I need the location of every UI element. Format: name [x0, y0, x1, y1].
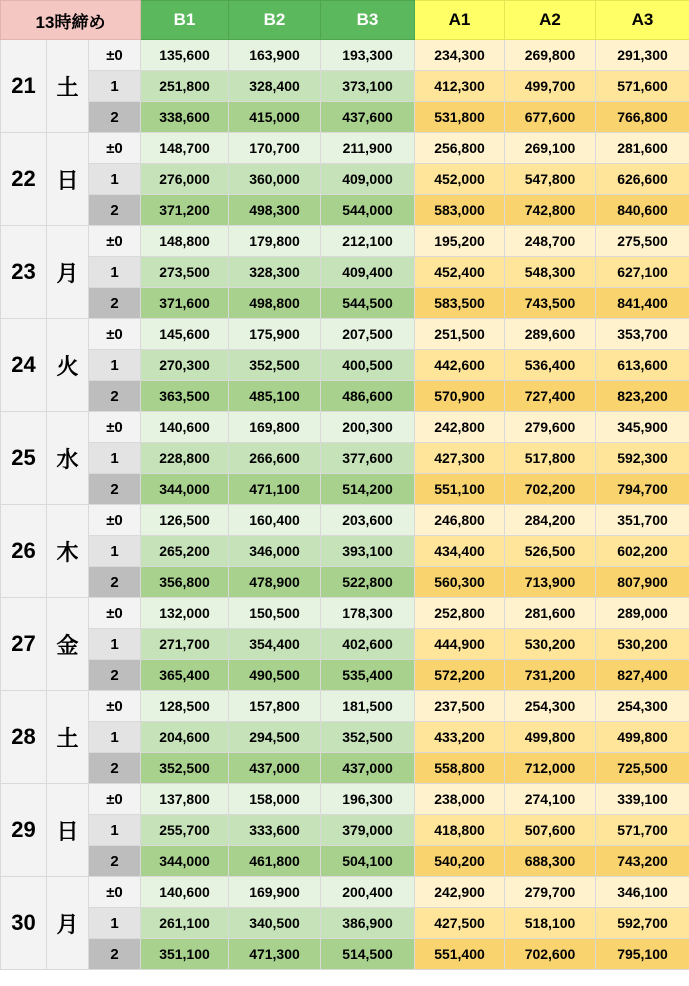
price-cell: 452,400 — [415, 257, 505, 288]
table-row — [1, 133, 689, 164]
price-cell: 583,000 — [415, 195, 505, 226]
price-cell: 548,300 — [505, 257, 596, 288]
level-label: 1 — [89, 536, 141, 567]
price-cell: 402,600 — [321, 629, 415, 660]
table-row — [1, 660, 689, 691]
price-cell: 418,800 — [415, 815, 505, 846]
price-cell: 160,400 — [229, 505, 321, 536]
price-cell: 743,200 — [596, 846, 689, 877]
price-cell: 531,800 — [415, 102, 505, 133]
price-cell: 291,300 — [596, 40, 689, 71]
price-cell: 140,600 — [141, 412, 229, 443]
price-cell: 677,600 — [505, 102, 596, 133]
price-cell: 551,400 — [415, 939, 505, 970]
price-cell: 345,900 — [596, 412, 689, 443]
price-cell: 713,900 — [505, 567, 596, 598]
price-cell: 279,700 — [505, 877, 596, 908]
price-cell: 412,300 — [415, 71, 505, 102]
price-cell: 551,100 — [415, 474, 505, 505]
price-cell: 827,400 — [596, 660, 689, 691]
day-number: 30 — [1, 877, 47, 970]
price-cell: 352,500 — [229, 350, 321, 381]
price-cell: 570,900 — [415, 381, 505, 412]
price-cell: 626,600 — [596, 164, 689, 195]
level-label: 1 — [89, 722, 141, 753]
price-cell: 333,600 — [229, 815, 321, 846]
price-cell: 254,300 — [596, 691, 689, 722]
price-cell: 203,600 — [321, 505, 415, 536]
price-cell: 522,800 — [321, 567, 415, 598]
table-row — [1, 629, 689, 660]
price-cell: 338,600 — [141, 102, 229, 133]
weekday: 金 — [47, 598, 89, 691]
price-cell: 211,900 — [321, 133, 415, 164]
price-cell: 526,500 — [505, 536, 596, 567]
price-cell: 499,700 — [505, 71, 596, 102]
price-cell: 536,400 — [505, 350, 596, 381]
price-cell: 352,500 — [321, 722, 415, 753]
price-cell: 289,000 — [596, 598, 689, 629]
price-cell: 270,300 — [141, 350, 229, 381]
price-cell: 140,600 — [141, 877, 229, 908]
price-cell: 409,000 — [321, 164, 415, 195]
level-label: 1 — [89, 164, 141, 195]
price-cell: 281,600 — [505, 598, 596, 629]
price-cell: 346,100 — [596, 877, 689, 908]
price-cell: 254,300 — [505, 691, 596, 722]
price-cell: 148,800 — [141, 226, 229, 257]
price-cell: 158,000 — [229, 784, 321, 815]
price-cell: 234,300 — [415, 40, 505, 71]
level-label: 1 — [89, 257, 141, 288]
price-cell: 583,500 — [415, 288, 505, 319]
price-cell: 437,000 — [229, 753, 321, 784]
price-cell: 242,800 — [415, 412, 505, 443]
table-row — [1, 598, 689, 629]
day-number: 24 — [1, 319, 47, 412]
price-cell: 265,200 — [141, 536, 229, 567]
table-row — [1, 722, 689, 753]
price-cell: 409,400 — [321, 257, 415, 288]
price-cell: 289,600 — [505, 319, 596, 350]
price-cell: 274,100 — [505, 784, 596, 815]
price-cell: 544,000 — [321, 195, 415, 226]
weekday: 月 — [47, 226, 89, 319]
price-cell: 200,300 — [321, 412, 415, 443]
price-cell: 204,600 — [141, 722, 229, 753]
price-cell: 178,300 — [321, 598, 415, 629]
table-row — [1, 381, 689, 412]
price-cell: 157,800 — [229, 691, 321, 722]
price-cell: 170,700 — [229, 133, 321, 164]
price-cell: 269,800 — [505, 40, 596, 71]
level-label: 1 — [89, 908, 141, 939]
column-header-a3: A3 — [596, 1, 689, 40]
price-cell: 251,500 — [415, 319, 505, 350]
price-cell: 271,700 — [141, 629, 229, 660]
table-row — [1, 567, 689, 598]
price-cell: 237,500 — [415, 691, 505, 722]
table-row — [1, 505, 689, 536]
day-number: 21 — [1, 40, 47, 133]
price-cell: 126,500 — [141, 505, 229, 536]
price-cell: 517,800 — [505, 443, 596, 474]
price-cell: 150,500 — [229, 598, 321, 629]
price-cell: 200,400 — [321, 877, 415, 908]
table-row — [1, 226, 689, 257]
table-row — [1, 195, 689, 226]
price-cell: 613,600 — [596, 350, 689, 381]
level-label: ±0 — [89, 784, 141, 815]
level-label: ±0 — [89, 226, 141, 257]
price-cell: 196,300 — [321, 784, 415, 815]
column-header-b2: B2 — [229, 1, 321, 40]
price-cell: 266,600 — [229, 443, 321, 474]
price-cell: 535,400 — [321, 660, 415, 691]
level-label: 1 — [89, 71, 141, 102]
price-cell: 328,300 — [229, 257, 321, 288]
column-header-a2: A2 — [505, 1, 596, 40]
level-label: 2 — [89, 102, 141, 133]
price-cell: 560,300 — [415, 567, 505, 598]
price-cell: 386,900 — [321, 908, 415, 939]
price-cell: 712,000 — [505, 753, 596, 784]
price-cell: 356,800 — [141, 567, 229, 598]
price-cell: 163,900 — [229, 40, 321, 71]
price-cell: 433,200 — [415, 722, 505, 753]
price-cell: 823,200 — [596, 381, 689, 412]
table-row — [1, 288, 689, 319]
level-label: ±0 — [89, 598, 141, 629]
price-cell: 840,600 — [596, 195, 689, 226]
table-row — [1, 40, 689, 71]
price-cell: 256,800 — [415, 133, 505, 164]
price-cell: 571,700 — [596, 815, 689, 846]
price-cell: 558,800 — [415, 753, 505, 784]
column-header-a1: A1 — [415, 1, 505, 40]
price-cell: 742,800 — [505, 195, 596, 226]
level-label: ±0 — [89, 40, 141, 71]
price-cell: 371,200 — [141, 195, 229, 226]
weekday: 日 — [47, 133, 89, 226]
price-cell: 365,400 — [141, 660, 229, 691]
weekday: 木 — [47, 505, 89, 598]
price-cell: 627,100 — [596, 257, 689, 288]
weekday: 火 — [47, 319, 89, 412]
price-cell: 181,500 — [321, 691, 415, 722]
table-row — [1, 164, 689, 195]
price-cell: 132,000 — [141, 598, 229, 629]
table-row — [1, 815, 689, 846]
price-cell: 499,800 — [505, 722, 596, 753]
level-label: 2 — [89, 474, 141, 505]
table-row — [1, 846, 689, 877]
price-cell: 518,100 — [505, 908, 596, 939]
price-cell: 393,100 — [321, 536, 415, 567]
price-cell: 195,200 — [415, 226, 505, 257]
price-cell: 169,800 — [229, 412, 321, 443]
table-row — [1, 102, 689, 133]
table-row — [1, 753, 689, 784]
price-cell: 490,500 — [229, 660, 321, 691]
table-row — [1, 474, 689, 505]
price-cell: 276,000 — [141, 164, 229, 195]
level-label: ±0 — [89, 505, 141, 536]
price-cell: 725,500 — [596, 753, 689, 784]
table-row — [1, 691, 689, 722]
price-cell: 339,100 — [596, 784, 689, 815]
day-number: 28 — [1, 691, 47, 784]
column-header-b3: B3 — [321, 1, 415, 40]
price-cell: 246,800 — [415, 505, 505, 536]
level-label: 2 — [89, 846, 141, 877]
price-cell: 242,900 — [415, 877, 505, 908]
price-cell: 400,500 — [321, 350, 415, 381]
price-cell: 499,800 — [596, 722, 689, 753]
weekday: 日 — [47, 784, 89, 877]
day-number: 25 — [1, 412, 47, 505]
price-cell: 353,700 — [596, 319, 689, 350]
price-cell: 377,600 — [321, 443, 415, 474]
day-number: 26 — [1, 505, 47, 598]
price-cell: 275,500 — [596, 226, 689, 257]
price-cell: 351,100 — [141, 939, 229, 970]
price-cell: 351,700 — [596, 505, 689, 536]
table-row — [1, 350, 689, 381]
day-number: 22 — [1, 133, 47, 226]
price-cell: 252,800 — [415, 598, 505, 629]
price-cell: 346,000 — [229, 536, 321, 567]
weekday: 月 — [47, 877, 89, 970]
price-cell: 572,200 — [415, 660, 505, 691]
price-cell: 128,500 — [141, 691, 229, 722]
price-cell: 344,000 — [141, 474, 229, 505]
price-cell: 360,000 — [229, 164, 321, 195]
price-cell: 281,600 — [596, 133, 689, 164]
price-cell: 354,400 — [229, 629, 321, 660]
header-row — [1, 1, 689, 40]
level-label: 2 — [89, 288, 141, 319]
table-row — [1, 877, 689, 908]
price-cell: 427,500 — [415, 908, 505, 939]
table-row — [1, 71, 689, 102]
price-cell: 294,500 — [229, 722, 321, 753]
price-cell: 340,500 — [229, 908, 321, 939]
price-cell: 530,200 — [596, 629, 689, 660]
table-row — [1, 908, 689, 939]
price-cell: 228,800 — [141, 443, 229, 474]
level-label: 1 — [89, 350, 141, 381]
table-row — [1, 939, 689, 970]
price-cell: 344,000 — [141, 846, 229, 877]
price-cell: 702,600 — [505, 939, 596, 970]
price-cell: 238,000 — [415, 784, 505, 815]
weekday: 土 — [47, 691, 89, 784]
level-label: ±0 — [89, 877, 141, 908]
level-label: 2 — [89, 660, 141, 691]
price-cell: 279,600 — [505, 412, 596, 443]
price-cell: 261,100 — [141, 908, 229, 939]
price-cell: 807,900 — [596, 567, 689, 598]
price-cell: 193,300 — [321, 40, 415, 71]
price-cell: 328,400 — [229, 71, 321, 102]
price-cell: 540,200 — [415, 846, 505, 877]
price-cell: 530,200 — [505, 629, 596, 660]
price-cell: 731,200 — [505, 660, 596, 691]
level-label: 2 — [89, 939, 141, 970]
price-cell: 471,300 — [229, 939, 321, 970]
price-cell: 504,100 — [321, 846, 415, 877]
price-cell: 251,800 — [141, 71, 229, 102]
level-label: 2 — [89, 567, 141, 598]
table-row — [1, 412, 689, 443]
price-cell: 373,100 — [321, 71, 415, 102]
price-cell: 444,900 — [415, 629, 505, 660]
table-row — [1, 536, 689, 567]
table-row — [1, 319, 689, 350]
price-cell: 547,800 — [505, 164, 596, 195]
level-label: 1 — [89, 443, 141, 474]
day-number: 27 — [1, 598, 47, 691]
corner-label: 13時締め — [1, 1, 141, 40]
price-cell: 688,300 — [505, 846, 596, 877]
price-cell: 498,800 — [229, 288, 321, 319]
price-cell: 794,700 — [596, 474, 689, 505]
level-label: 2 — [89, 753, 141, 784]
price-cell: 461,800 — [229, 846, 321, 877]
table-row — [1, 784, 689, 815]
price-cell: 571,600 — [596, 71, 689, 102]
level-label: ±0 — [89, 412, 141, 443]
price-cell: 602,200 — [596, 536, 689, 567]
price-cell: 148,700 — [141, 133, 229, 164]
price-cell: 478,900 — [229, 567, 321, 598]
price-cell: 471,100 — [229, 474, 321, 505]
price-cell: 592,300 — [596, 443, 689, 474]
price-cell: 255,700 — [141, 815, 229, 846]
level-label: 2 — [89, 381, 141, 412]
weekday: 水 — [47, 412, 89, 505]
price-cell: 212,100 — [321, 226, 415, 257]
price-cell: 592,700 — [596, 908, 689, 939]
price-cell: 485,100 — [229, 381, 321, 412]
price-cell: 135,600 — [141, 40, 229, 71]
price-cell: 284,200 — [505, 505, 596, 536]
price-cell: 743,500 — [505, 288, 596, 319]
price-cell: 486,600 — [321, 381, 415, 412]
weekday: 土 — [47, 40, 89, 133]
price-cell: 179,800 — [229, 226, 321, 257]
price-cell: 702,200 — [505, 474, 596, 505]
price-cell: 145,600 — [141, 319, 229, 350]
column-header-b1: B1 — [141, 1, 229, 40]
level-label: ±0 — [89, 133, 141, 164]
price-cell: 514,200 — [321, 474, 415, 505]
price-cell: 427,300 — [415, 443, 505, 474]
price-cell: 363,500 — [141, 381, 229, 412]
price-cell: 498,300 — [229, 195, 321, 226]
price-cell: 507,600 — [505, 815, 596, 846]
level-label: 1 — [89, 629, 141, 660]
day-number: 29 — [1, 784, 47, 877]
price-cell: 379,000 — [321, 815, 415, 846]
price-cell: 352,500 — [141, 753, 229, 784]
price-cell: 514,500 — [321, 939, 415, 970]
level-label: 1 — [89, 815, 141, 846]
price-cell: 442,600 — [415, 350, 505, 381]
day-number: 23 — [1, 226, 47, 319]
price-cell: 269,100 — [505, 133, 596, 164]
price-cell: 452,000 — [415, 164, 505, 195]
price-cell: 437,000 — [321, 753, 415, 784]
table-row — [1, 443, 689, 474]
price-cell: 207,500 — [321, 319, 415, 350]
price-cell: 766,800 — [596, 102, 689, 133]
level-label: ±0 — [89, 319, 141, 350]
level-label: ±0 — [89, 691, 141, 722]
price-cell: 273,500 — [141, 257, 229, 288]
price-cell: 415,000 — [229, 102, 321, 133]
price-cell: 169,900 — [229, 877, 321, 908]
price-cell: 137,800 — [141, 784, 229, 815]
price-cell: 175,900 — [229, 319, 321, 350]
price-cell: 544,500 — [321, 288, 415, 319]
price-cell: 841,400 — [596, 288, 689, 319]
level-label: 2 — [89, 195, 141, 226]
price-cell: 434,400 — [415, 536, 505, 567]
price-cell: 248,700 — [505, 226, 596, 257]
table-row — [1, 257, 689, 288]
price-cell: 437,600 — [321, 102, 415, 133]
price-cell: 727,400 — [505, 381, 596, 412]
price-cell: 371,600 — [141, 288, 229, 319]
price-cell: 795,100 — [596, 939, 689, 970]
